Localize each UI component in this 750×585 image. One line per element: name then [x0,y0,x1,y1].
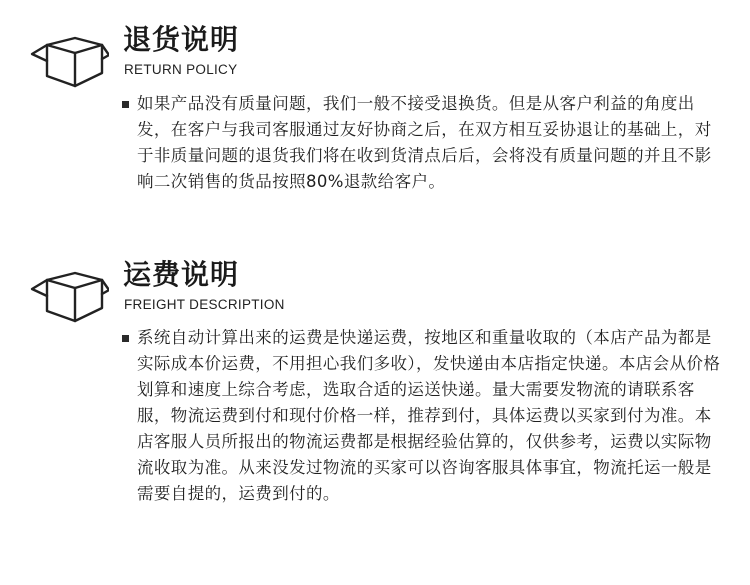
section-title: 运费说明 [123,258,240,291]
freight-paragraph: 系统自动计算出来的运费是快递运费，按地区和重量收取的（本店产品为都是实际成本价运费，不用担心我们多收），发快递由本店指定快递。本店会从价格划算和速度上综合考虑，选取合适的运送快递。量大需要发物流的请联系客服，物流运费到付和现付价格一样，推荐到付，具体运费以买家到付为准。本店客服人员所报出的物流运费都是根据经验估算的，仅供参考，运费以实际物流收取为准。从来没发过物流的买家可以咨询客服具体事宜，物流托运一般是需要自提的，运费到付的。 [137,328,721,503]
box-icon [29,266,109,326]
box-icon [29,31,109,91]
policy-paragraph: 如果产品没有质量问题，我们一般不接受退换货。但是从客户利益的角度出发，在客户与我司客服通过友好协商之后，在双方相互妥协退让的基础上，对于非质量问题的退货我们将在收到货清点后后，会将没有质量问题的并且不影响二次销售的货品按照80%退款给客户。 [137,94,712,191]
section-subtitle: FREIGHT DESCRIPTION [124,297,285,312]
bullet-marker [122,335,129,342]
section-subtitle: RETURN POLICY [124,62,238,77]
bullet-marker [122,101,129,108]
section-title: 退货说明 [123,23,240,56]
